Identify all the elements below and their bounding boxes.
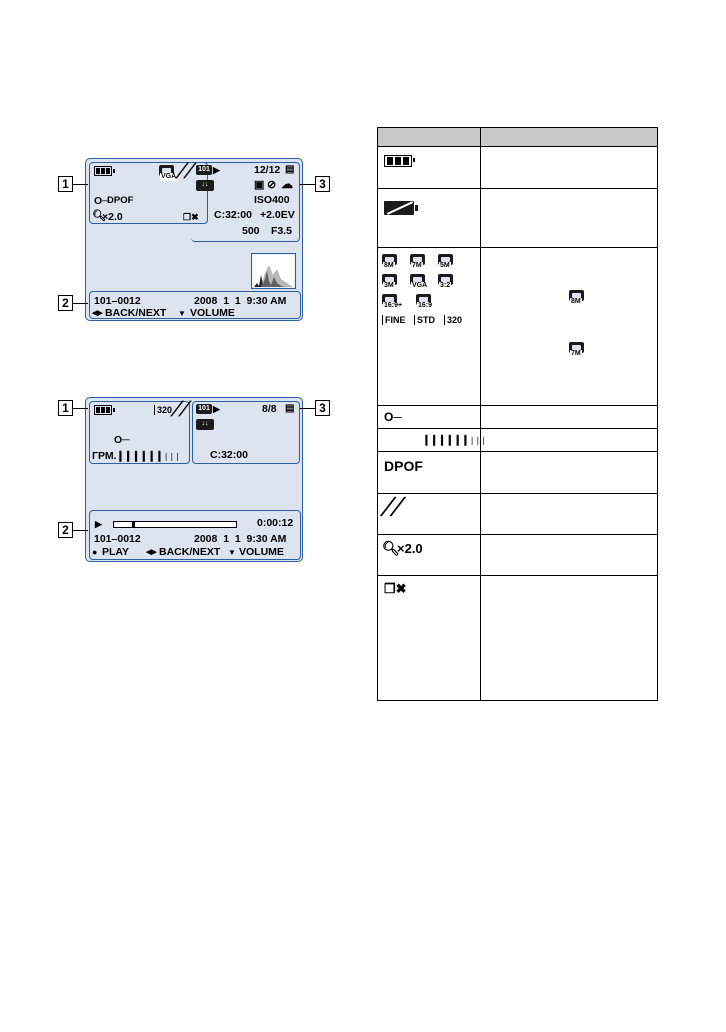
image-size-5m-icon: 5M bbox=[438, 254, 455, 267]
movie-playback-screen bbox=[85, 397, 303, 562]
histogram bbox=[251, 253, 296, 289]
image-size-16-9-plus-icon: 16:9+ bbox=[382, 294, 399, 307]
still-callout-2-leader bbox=[73, 303, 88, 304]
dpof-mark: DPOF bbox=[107, 195, 134, 206]
folder-101-icon: 101 bbox=[196, 404, 212, 414]
table-row bbox=[378, 452, 658, 494]
file-number: 101–0012 bbox=[94, 295, 141, 307]
metering-icon: ▣ bbox=[254, 179, 265, 191]
movie-callout-1-leader bbox=[73, 408, 88, 409]
memory-icon: ▤ bbox=[285, 164, 295, 175]
image-size-3-2-icon: 3:2 bbox=[438, 274, 455, 287]
image-count: 12/12 bbox=[254, 164, 281, 176]
table-row bbox=[378, 189, 658, 248]
battery-icon bbox=[94, 166, 112, 176]
indicator-reference-table bbox=[377, 127, 658, 701]
no-memory-stick-icon: ❐✖ bbox=[183, 212, 199, 222]
table-row bbox=[378, 406, 658, 429]
zoom-level: ×2.0 bbox=[102, 211, 123, 223]
back-next-label: BACK/NEXT bbox=[159, 546, 221, 558]
battery-full-icon bbox=[384, 155, 412, 167]
movie-size-320-icon: 320 bbox=[444, 315, 462, 325]
volume-level-label: ГРМ. bbox=[92, 450, 117, 462]
image-size-vga-icon: VGA bbox=[410, 274, 427, 287]
movie-callout-2: 2 bbox=[58, 522, 73, 538]
table-row bbox=[378, 576, 658, 701]
play-label: PLAY bbox=[102, 546, 130, 558]
zoom-magnifier-icon: 🔍︎ bbox=[92, 210, 106, 222]
movie-size-320-icon: 320 bbox=[154, 405, 172, 415]
image-size-7m-icon: 7M bbox=[410, 254, 427, 267]
recording-folder-icon: ↓↓ bbox=[196, 180, 214, 191]
still-callout-1-leader bbox=[73, 184, 88, 185]
playback-progress-bar[interactable] bbox=[113, 521, 237, 528]
remaining-capacity: C:32:00 bbox=[210, 449, 248, 461]
inline-image-size-8m-icon: 8M bbox=[569, 290, 586, 303]
no-memory-stick-icon: ❐✖ bbox=[384, 581, 407, 596]
flash-icon: ⊘ bbox=[267, 179, 277, 191]
image-size-vga-icon: VGA bbox=[159, 165, 176, 178]
movie-size-fine-icon: FINE bbox=[382, 315, 406, 325]
movie-size-std-icon: STD bbox=[414, 315, 435, 325]
play-indicator-icon: ▶ bbox=[95, 519, 102, 529]
still-callout-3-leader bbox=[300, 184, 315, 185]
back-next-label: BACK/NEXT bbox=[105, 307, 167, 319]
volume-label: VOLUME bbox=[239, 546, 284, 558]
date-time: 2008 1 1 9:30 AM bbox=[194, 533, 287, 545]
battery-icon bbox=[94, 405, 112, 415]
protect-key-icon: O─ bbox=[384, 410, 402, 424]
table-row bbox=[378, 494, 658, 535]
aperture-value: F3.5 bbox=[271, 225, 293, 237]
header-indication bbox=[481, 128, 658, 147]
folder-arrow-icon: ▶ bbox=[213, 165, 220, 175]
table-row bbox=[378, 147, 658, 189]
protect-key-icon: O─ bbox=[114, 434, 130, 446]
record-dot-icon: ● bbox=[92, 547, 98, 557]
still-callout-1: 1 bbox=[58, 176, 73, 192]
inline-image-size-7m-icon: 7M bbox=[569, 342, 586, 355]
recording-folder-icon: ↓↓ bbox=[196, 419, 214, 430]
pictbridge-icon: ╱╱ bbox=[172, 401, 188, 416]
movie-callout-1: 1 bbox=[58, 400, 73, 416]
date-time: 2008 1 1 9:30 AM bbox=[194, 295, 287, 307]
image-size-3m-icon: 3M bbox=[382, 274, 399, 287]
volume-label: VOLUME bbox=[190, 307, 235, 319]
table-row bbox=[378, 429, 658, 452]
image-size-8m-icon: 8M bbox=[382, 254, 399, 267]
still-callout-2: 2 bbox=[58, 295, 73, 311]
exposure-value: +2.0EV bbox=[260, 209, 295, 221]
dpof-mark: DPOF bbox=[384, 458, 423, 474]
movie-callout-2-leader bbox=[73, 530, 88, 531]
still-callout-3: 3 bbox=[315, 176, 330, 192]
folder-arrow-icon: ▶ bbox=[213, 404, 220, 414]
image-count: 8/8 bbox=[262, 403, 277, 415]
volume-down-icon: ▼ bbox=[228, 548, 236, 557]
playback-progress-marker bbox=[132, 522, 135, 527]
playback-time: 0:00:12 bbox=[257, 517, 294, 529]
table-header-row bbox=[378, 128, 658, 147]
shutter-speed: 500 bbox=[242, 225, 260, 237]
volume-level-bars-icon: ❙❙❙❙❙❙❘❘❘ bbox=[422, 434, 486, 446]
still-playback-screen bbox=[85, 158, 303, 321]
white-balance-icon: ☁ bbox=[281, 177, 293, 191]
back-next-arrows-icon: ◀▶ bbox=[146, 549, 157, 556]
memory-icon: ▤ bbox=[285, 403, 295, 414]
table-row bbox=[378, 248, 658, 406]
protect-key-icon: O─ bbox=[94, 195, 110, 207]
zoom-level: ×2.0 bbox=[397, 541, 423, 556]
file-number: 101–0012 bbox=[94, 533, 141, 545]
remaining-capacity: C:32:00 bbox=[214, 209, 252, 221]
image-size-16-9-icon: 16:9 bbox=[416, 294, 433, 307]
folder-101-icon: 101 bbox=[196, 165, 212, 175]
volume-level-bars-icon: ❙❙❙❙❙❙❘❘❘ bbox=[116, 450, 180, 462]
iso-value: ISO400 bbox=[254, 194, 290, 206]
zoom-magnifier-icon: 🔍︎ bbox=[382, 540, 400, 556]
movie-callout-3-leader bbox=[300, 408, 315, 409]
volume-down-icon: ▼ bbox=[178, 309, 186, 318]
pictbridge-icon: ╱╱ bbox=[382, 499, 402, 516]
pictbridge-icon: ╱╱ bbox=[177, 163, 193, 178]
table-row bbox=[378, 535, 658, 576]
movie-callout-3: 3 bbox=[315, 400, 330, 416]
header-display bbox=[378, 128, 481, 147]
battery-empty-icon bbox=[384, 201, 414, 215]
back-next-arrows-icon: ◀▶ bbox=[92, 310, 103, 317]
